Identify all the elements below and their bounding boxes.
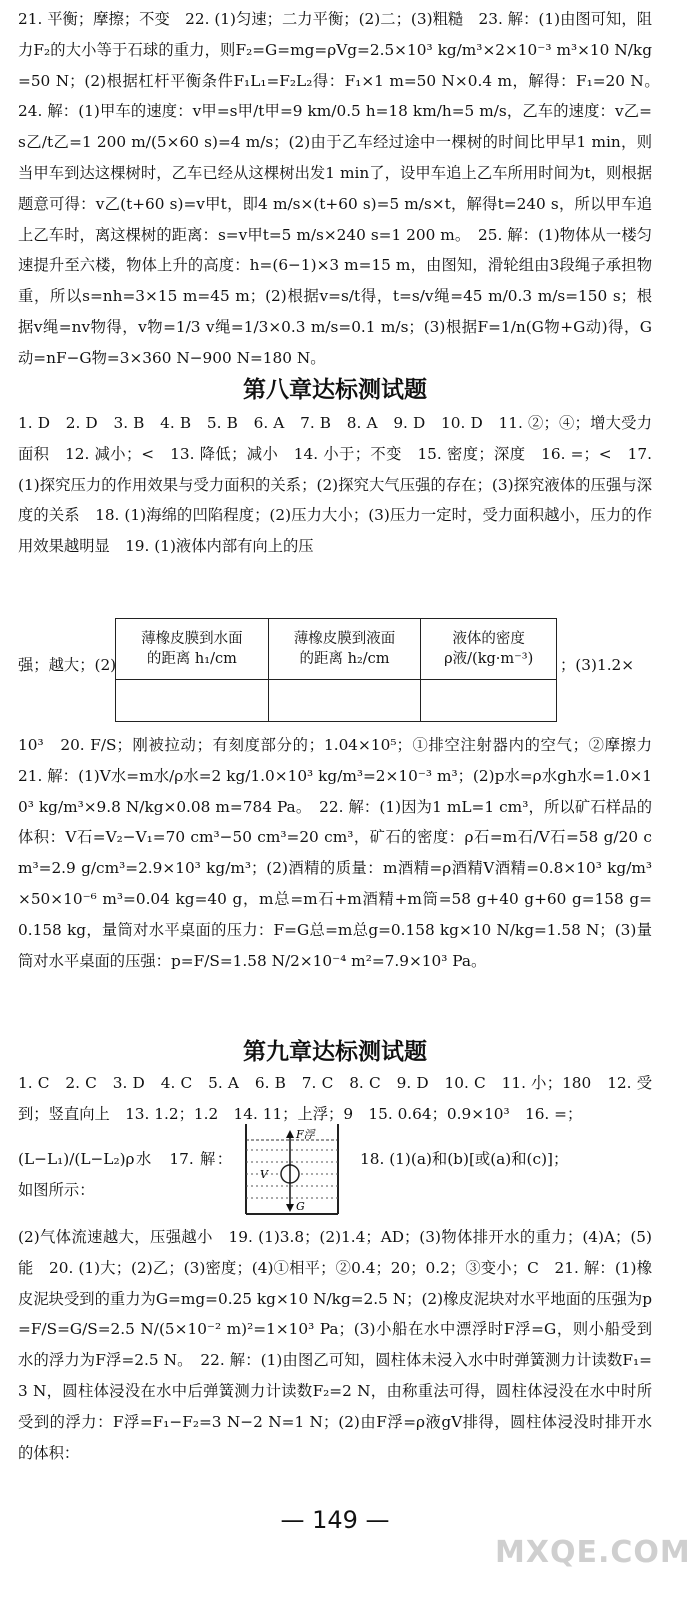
table-prefix-text: 强；越大；(2) — [18, 656, 117, 674]
buoyancy-figure — [238, 1114, 346, 1222]
table-suffix-text: ；(3)1.2× — [560, 656, 635, 674]
watermark-logo: MXQE.COM — [495, 1535, 691, 1570]
beaker-diagram — [238, 1114, 346, 1222]
table-header-cell: 液体的密度 ρ液/(kg·m⁻³) — [421, 619, 557, 680]
answers-chapter8-part2: 10³ 20. F/S；刚被拉动；有刻度部分的；1.04×10⁵；①排空注射器内的空气；②摩擦力 21. 解：(1)V水=m水/ρ水=2 kg/1.0×10³ kg/m³=2×10⁻³ m³；(2)p水=ρ水gh水=1.0×10³ kg/m³×9.8 N/kg×0.08 m=784 Pa。 22. 解：(1)因为1 mL=1 cm³，所以矿石样品的体积：V石=V₂−V₁=70 cm³−50 cm³=20 cm³，矿石的密度：ρ石=m石/V石=58 g/20 cm³=2.9 g/cm³=2.9×10³ kg/m³；(2)酒精的质量：m酒精=ρ酒精V酒精=0.8×10³ kg/m³×50×10⁻⁶ m³=0.04 kg=40 g，m总=m石+m酒精+m筒=58 g+40 g+60 g=158 g=0.158 kg，量筒对水平桌面的压力：F=G总=m总g=0.158 kg×10 N/kg=1.58 N；(3)量筒对水平桌面的压强：p=F/S=1.58 N/2×10⁻⁴ m²=7.9×10³ Pa。 — [18, 736, 668, 970]
table-header-row — [116, 619, 557, 680]
answers-chapter8-part1: 1. D 2. D 3. B 4. B 5. B 6. A 7. B 8. A 9. D 10. D 11. ②；④；增大受力面积 12. 减小；< 13. 降低；减小 14. 小于；不变 15. 密度；深度 16. =；< 17. (1)探究压力的作用效果与受力面积的关系；(2)探究大气压强的存在；(3)探究液体的压强与深度的关系 18. (1)海绵的凹陷程度；(2)压力大小；(3)压力一定时，受力面积越小，压力的作用效果越明显 19. (1)液体内部有向上的压 — [18, 414, 652, 556]
table-19-row — [18, 618, 652, 724]
answers-chapter7-tail: 21. 平衡；摩擦；不变 22. (1)匀速；二力平衡；(2)二；(3)粗糙 23. 解：(1)由图可知，阻力F₂的大小等于石球的重力，则F₂=G=mg=ρVg=2.5×10³ kg/m³×2×10⁻³ m³×10 N/kg=50 N；(2)根据杠杆平衡条件F₁L₁=F₂L₂得：F₁×1 m=50 N×0.4 m，解得：F₁=20 N。 24. 解：(1)甲车的速度：v甲=s甲/t甲=9 km/0.5 h=18 km/h=5 m/s，乙车的速度：v乙=s乙/t乙=1 200 m/(5×60 s)=4 m/s；(2)由于乙车经过途中一棵树的时间比甲早1 min，则当甲车到达这棵树时，乙车已经从这棵树出发1 min了，设甲车追上乙车所用时间为t，则根据题意可得：v乙(t+60 s)=v甲t，即4 m/s×(t+60 s)=5 m/s×t，解得t=240 s，所以甲车追上乙车时，离这棵树的距离：s=v甲t=5 m/s×240 s=1 200 m。 25. 解：(1)物体从一楼匀速提升至六楼，物体上升的高度：h=(6−1)×3 m=15 m，由图知，滑轮组由3段绳子承担物重，所以s=nh=3×15 m=45 m；(2)根据v=s/t得，t=s/v绳=45 m/0.3 m/s=150 s；根据v绳=nv物得，v物=1/3 v绳=1/3×0.3 m/s=0.1 m/s；(3)根据F=1/n(G物+G动)得，G动=nF−G物=3×360 N−900 N=180 N。 — [18, 10, 668, 367]
page-number: — 149 — — [280, 1506, 390, 1534]
answer-16-17-text: (L−L₁)/(L−L₂)ρ水 17. 解：如图所示： — [18, 1150, 232, 1199]
answers-chapter9-part2: (2)气体流速越大，压强越小 19. (1)3.8；(2)1.4；AD；(3)物体排开水的重力；(4)A；(5)能 20. (1)大；(2)乙；(3)密度；(4)①相平；②0.4；20；0.2；③变小；C 21. 解：(1)橡皮泥块受到的重力为G=mg=0.25 kg×10 N/kg=2.5 N；(2)橡皮泥块对水平地面的压强为p=F/S=G/S=2.5 N/(5×10⁻² m)²=1×10³ Pa；(3)小船在水中漂浮时F浮=G，则小船受到水的浮力为F浮=2.5 N。 22. 解：(1)由图乙可知，圆柱体未浸入水中时弹簧测力计读数F₁=3 N，圆柱体浸没在水中后弹簧测力计读数F₂=2 N，由称重法可得，圆柱体浸没在水中时所受到的浮力：F浮=F₁−F₂=3 N−2 N=1 N；(2)由F浮=ρ液gV排得，圆柱体浸没时排开水的体积： — [18, 1228, 652, 1462]
table-header-cell: 薄橡皮膜到水面 的距离 h₁/cm — [116, 619, 269, 680]
velocity-label: V — [260, 1168, 268, 1181]
measurement-table — [115, 618, 557, 722]
table-cell — [268, 680, 421, 722]
table-cell — [116, 680, 269, 722]
answer-18-text: 18. (1)(a)和(b)[或(a)和(c)]； — [360, 1150, 569, 1168]
table-row — [116, 680, 557, 722]
chapter9-title: 第九章达标测试题 — [243, 1039, 427, 1065]
answers-chapter9-part1: 1. C 2. C 3. D 4. C 5. A 6. B 7. C 8. C 9. D 10. C 11. 小；180 12. 受到；竖直向上 13. 1.2；1.2 14. 11；上浮；9 15. 0.64；0.9×10³ 16. =； — [18, 1074, 652, 1123]
gravity-label: G — [296, 1200, 305, 1213]
table-cell — [421, 680, 557, 722]
table-header-cell: 薄橡皮膜到液面 的距离 h₂/cm — [268, 619, 421, 680]
buoyant-force-label: F浮 — [296, 1128, 315, 1141]
chapter8-title: 第八章达标测试题 — [243, 377, 427, 403]
